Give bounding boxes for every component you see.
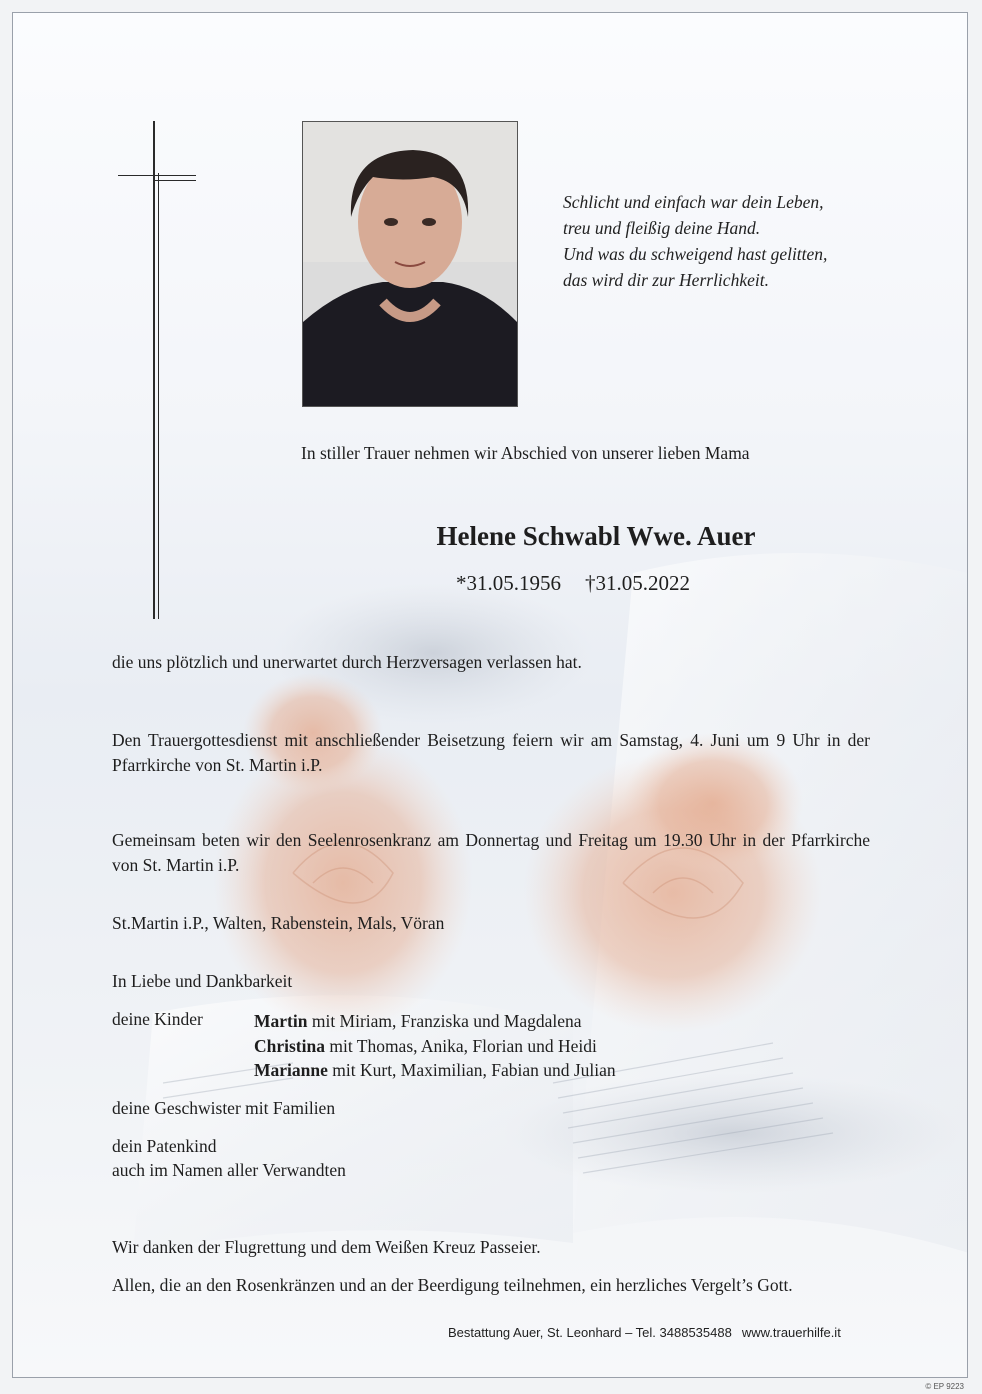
rosary-text: Gemeinsam beten wir den Seelenrosenkranz am Donnertag und Freitag um 19.30 Uhr in der Pfarrkirche von St. Martin i.P. — [112, 830, 870, 875]
child-entry — [254, 1034, 616, 1059]
birth-date: *31.05.1956 — [456, 571, 561, 595]
love-text: In Liebe und Dankbarkeit — [112, 971, 293, 991]
obituary-sheet — [12, 12, 968, 1378]
children-list — [254, 1009, 616, 1083]
relatives-text: auch im Namen aller Verwandten — [112, 1160, 346, 1180]
child-family: mit Miriam, Franziska und Magdalena — [307, 1011, 582, 1031]
child-name: Marianne — [254, 1060, 328, 1080]
godchild-text: dein Patenkind — [112, 1136, 217, 1156]
footer — [448, 1325, 841, 1340]
places-text: St.Martin i.P., Walten, Rabenstein, Mals, Vöran — [112, 913, 445, 933]
children-label: deine Kinder — [112, 1009, 203, 1029]
thanks-line-2: Allen, die an den Rosenkränzen und an der Beerdigung teilnehmen, ein herzliches Vergelt’s Gott. — [112, 1275, 793, 1295]
copyright-mark: © EP 9223 — [925, 1382, 964, 1391]
poem-line: Schlicht und einfach war dein Leben, — [563, 192, 824, 212]
child-name: Martin — [254, 1011, 308, 1031]
website-link[interactable]: www.trauerhilfe.it — [741, 1325, 841, 1340]
poem-line: das wird dir zur Herrlichkeit. — [563, 270, 769, 290]
funeral-home: Bestattung Auer, St. Leonhard – Tel. 3488535488 — [448, 1325, 732, 1340]
siblings-text: deine Geschwister mit Familien — [112, 1098, 336, 1118]
poem-line: Und was du schweigend hast gelitten, — [563, 244, 828, 264]
death-date: †31.05.2022 — [585, 571, 690, 595]
poem-line: treu und fleißig deine Hand. — [563, 218, 761, 238]
child-entry — [254, 1058, 616, 1083]
poem — [563, 189, 923, 293]
child-family: mit Kurt, Maximilian, Fabian und Julian — [327, 1060, 616, 1080]
portrait-photo — [302, 121, 518, 407]
child-entry — [254, 1009, 616, 1034]
child-family: mit Thomas, Anika, Florian und Heidi — [324, 1035, 597, 1056]
child-name: Christina — [254, 1035, 325, 1056]
life-dates — [456, 571, 690, 596]
intro-text: In stiller Trauer nehmen wir Abschied von unserer lieben Mama — [301, 443, 750, 463]
portrait-image — [303, 122, 517, 406]
service-text: Den Trauergottesdienst mit anschließender Beisetzung feiern wir am Samstag, 4. Juni um 9 Uhr in der Pfarrkirche von St. Martin i.P. — [112, 730, 870, 775]
cause-text: die uns plötzlich und unerwartet durch Herzversagen verlassen hat. — [112, 652, 582, 672]
deceased-name: Helene Schwabl Wwe. Auer — [436, 521, 756, 551]
thanks-line-1: Wir danken der Flugrettung und dem Weißen Kreuz Passeier. — [112, 1237, 541, 1257]
